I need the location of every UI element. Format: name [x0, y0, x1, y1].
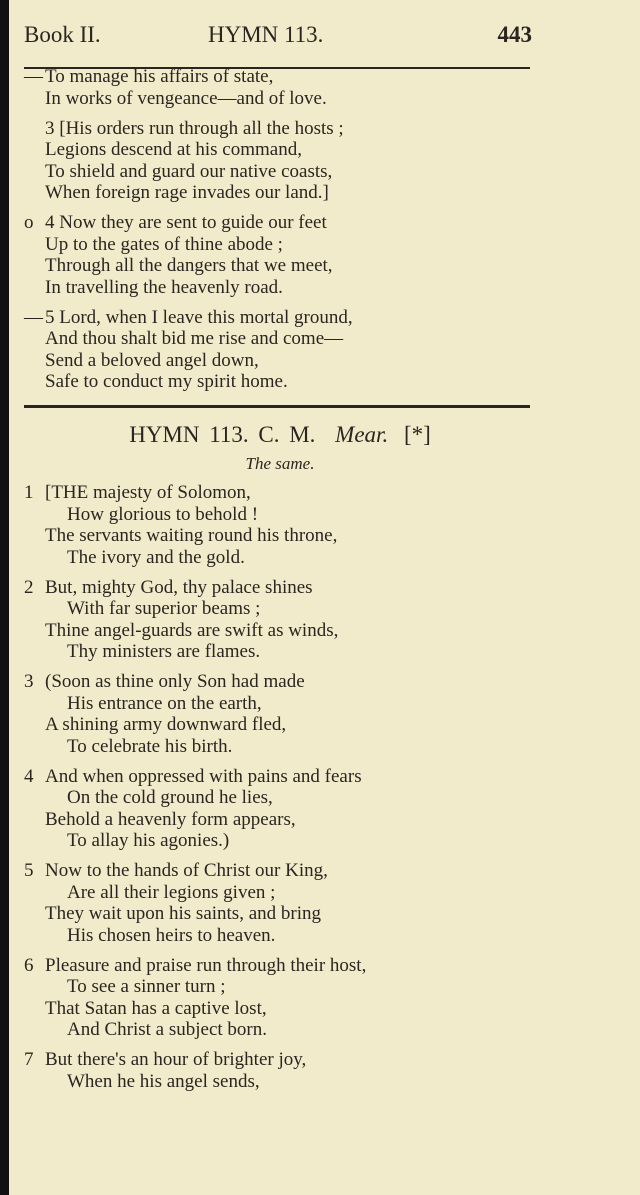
verse-line	[24, 976, 544, 998]
verse-line	[24, 641, 544, 663]
continued-hymn	[24, 66, 544, 401]
hymn-title	[0, 422, 560, 448]
verse-text: To see a sinner turn ;	[67, 976, 226, 997]
verse-text: Send a beloved angel down,	[45, 349, 259, 371]
verse-line	[24, 903, 544, 925]
verse-text: Are all their legions given ;	[67, 881, 276, 903]
verse-line	[24, 1019, 544, 1041]
verse-line	[24, 766, 544, 788]
verse-text: 5 Lord, when I leave this mortal ground,	[45, 306, 353, 328]
stanza	[24, 671, 544, 757]
verse-text: Up to the gates of thine abode ;	[45, 233, 283, 255]
running-title: HYMN 113.	[208, 22, 324, 47]
verse-text: But there's an hour of brighter joy,	[45, 1049, 307, 1070]
stanza	[24, 66, 544, 109]
verse-text: And when oppressed with pains and fears	[45, 765, 362, 787]
verse-line	[24, 693, 544, 715]
verse-line	[24, 307, 544, 329]
stanza	[24, 766, 544, 852]
verse-line	[24, 328, 544, 350]
verse-mark: —	[24, 66, 43, 87]
stanza-number: 2	[24, 576, 34, 598]
verse-line	[24, 955, 544, 977]
verse-text: When he his angel sends,	[67, 1070, 260, 1092]
verse-text: Pleasure and praise run through their host,	[45, 954, 367, 976]
verse-text: Legions descend at his command,	[45, 139, 302, 160]
verse-line	[24, 736, 544, 758]
stanza	[24, 482, 544, 568]
verse-text: With far superior beams ;	[67, 598, 261, 619]
verse-text: Safe to conduct my spirit home.	[45, 371, 288, 392]
verse-line	[24, 371, 544, 393]
verse-line	[24, 66, 544, 88]
verse-line	[24, 860, 544, 882]
verse-text: And thou shalt bid me rise and come—	[45, 328, 344, 349]
verse-line	[24, 577, 544, 599]
verse-line	[24, 504, 544, 526]
stanza	[24, 1049, 544, 1092]
verse-text: On the cold ground he lies,	[67, 787, 273, 808]
verse-line	[24, 598, 544, 620]
verse-text: When foreign rage invades our land.]	[45, 182, 329, 203]
verse-text: (Soon as thine only Son had made	[45, 671, 305, 692]
verse-line	[24, 787, 544, 809]
stanza	[24, 118, 544, 204]
verse-line	[24, 234, 544, 256]
stanza-number: 5	[24, 860, 34, 881]
hymn-marker: [*]	[403, 422, 431, 447]
verse-text: In travelling the heavenly road.	[45, 276, 283, 298]
verse-line	[24, 88, 544, 110]
verse-text: His entrance on the earth,	[67, 692, 262, 714]
hymn-subtitle: The same.	[245, 454, 315, 473]
verse-line	[24, 139, 544, 161]
verse-text: A shining army downward fled,	[45, 714, 287, 735]
verse-line	[24, 1049, 544, 1071]
stanza	[24, 860, 544, 946]
hymn-text	[24, 482, 544, 1101]
page-number: 443	[497, 22, 532, 47]
verse-line	[24, 925, 544, 947]
tune-name: Mear.	[335, 422, 389, 447]
verse-text: The ivory and the gold.	[67, 546, 245, 568]
verse-line	[24, 547, 544, 569]
verse-line	[24, 212, 544, 234]
verse-text: 3 [His orders run through all the hosts ;	[45, 117, 344, 139]
stanza	[24, 577, 544, 663]
verse-line	[24, 882, 544, 904]
stanza-number: 4	[24, 765, 34, 787]
hymn-number-meter: HYMN 113. C. M.	[129, 422, 316, 447]
verse-line	[24, 671, 544, 693]
stanza	[24, 955, 544, 1041]
book-label: Book II.	[24, 22, 101, 47]
verse-line	[24, 161, 544, 183]
stanza	[24, 307, 544, 393]
verse-text: They wait upon his saints, and bring	[45, 903, 321, 924]
verse-text: That Satan has a captive lost,	[45, 997, 267, 1019]
verse-line	[24, 620, 544, 642]
verse-line	[24, 255, 544, 277]
verse-line	[24, 830, 544, 852]
book-spine-edge	[0, 0, 9, 1195]
verse-line	[24, 118, 544, 140]
verse-text: His chosen heirs to heaven.	[67, 924, 276, 946]
stanza	[24, 212, 544, 298]
verse-text: Now to the hands of Christ our King,	[45, 860, 328, 881]
verse-text: But, mighty God, thy palace shines	[45, 576, 313, 598]
stanza-number: 6	[24, 954, 34, 976]
verse-text: How glorious to behold !	[67, 503, 259, 525]
verse-text: To manage his affairs of state,	[45, 66, 274, 87]
verse-text: Thy ministers are flames.	[67, 641, 261, 662]
hymn-divider	[24, 405, 530, 408]
verse-line	[24, 482, 544, 504]
verse-mark: o	[24, 212, 34, 233]
verse-text: [THE majesty of Solomon,	[45, 482, 251, 503]
verse-text: In works of vengeance—and of love.	[45, 87, 327, 109]
verse-text: To allay his agonies.)	[67, 830, 230, 851]
verse-text: 4 Now they are sent to guide our feet	[45, 212, 327, 233]
verse-line	[24, 998, 544, 1020]
verse-line	[24, 1071, 544, 1093]
stanza-number: 1	[24, 482, 34, 503]
stanza-number: 3	[24, 671, 34, 692]
verse-text: Thine angel-guards are swift as winds,	[45, 619, 339, 641]
verse-mark: —	[24, 306, 43, 328]
verse-line	[24, 809, 544, 831]
verse-line	[24, 182, 544, 204]
verse-text: Behold a heavenly form appears,	[45, 808, 296, 830]
verse-line	[24, 714, 544, 736]
verse-text: The servants waiting round his throne,	[45, 525, 338, 546]
verse-text: Through all the dangers that we meet,	[45, 255, 333, 276]
verse-text: To shield and guard our native coasts,	[45, 160, 333, 182]
verse-line	[24, 350, 544, 372]
verse-text: And Christ a subject born.	[67, 1019, 268, 1040]
stanza-number: 7	[24, 1049, 34, 1070]
verse-line	[24, 525, 544, 547]
running-header	[24, 22, 532, 52]
verse-text: To celebrate his birth.	[67, 735, 233, 757]
verse-line	[24, 277, 544, 299]
